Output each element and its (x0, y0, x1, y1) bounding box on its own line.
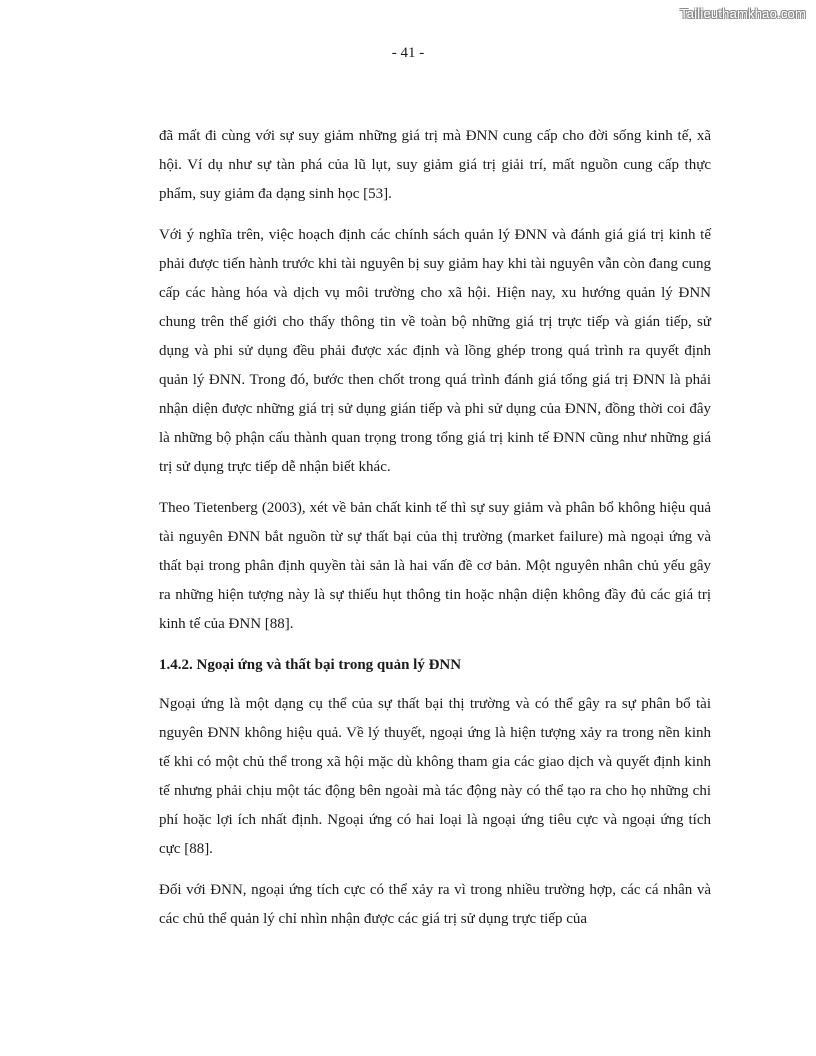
section-paragraph-1: Ngoại ứng là một dạng cụ thể của sự thất bại thị trường và có thể gây ra sự phân bổ tài nguyên ĐNN không hiệu quả. Về lý thuyết, ngoại ứng là hiện tượng xảy ra trong nền kinh tế khi có một chủ thể trong xã hội mặc dù không tham gia các giao dịch và quyết định kinh tế nhưng phải chịu một tác động bên ngoài mà tác động này có thể tạo ra cho họ những chi phí hoặc lợi ích nhất định. Ngoại ứng có hai loại là ngoại ứng tiêu cực và ngoại ứng tích cực [88]. (159, 696, 711, 857)
section-paragraph-2: Đối với ĐNN, ngoại ứng tích cực có thể xảy ra vì trong nhiều trường hợp, các cá nhân và các chủ thể quản lý chỉ nhìn nhận được các giá trị sử dụng trực tiếp của (159, 882, 711, 927)
page-number: - 41 - (391, 45, 425, 61)
watermark: Tailieuthamkhao.com (680, 6, 806, 21)
section-heading: 1.4.2. Ngoại ứng và thất bại trong quản lý ĐNN (159, 657, 462, 673)
paragraph-1: đã mất đi cùng với sự suy giảm những giá trị mà ĐNN cung cấp cho đời sống kinh tế, xã hội. Ví dụ như sự tàn phá của lũ lụt, suy giảm giá trị giải trí, mất nguồn cung cấp thực phẩm, suy giảm đa dạng sinh học [53]. (159, 128, 711, 202)
paragraph-2: Với ý nghĩa trên, việc hoạch định các chính sách quản lý ĐNN và đánh giá giá trị kinh tế phải được tiến hành trước khi tài nguyên bị suy giảm hay khi tài nguyên vẫn còn đang cung cấp các hàng hóa và dịch vụ môi trường cho xã hội. Hiện nay, xu hướng quản lý ĐNN chung trên thế giới cho thấy thông tin về toàn bộ những giá trị trực tiếp và gián tiếp, sử dụng và phi sử dụng đều phải được xác định và lồng ghép trong quá trình ra quyết định quản lý ĐNN. Trong đó, bước then chốt trong quá trình đánh giá tổng giá trị ĐNN là phải nhận diện được những giá trị sử dụng gián tiếp và phi sử dụng của ĐNN, đồng thời coi đây là những bộ phận cấu thành quan trọng trong tổng giá trị kinh tế ĐNN cũng như những giá trị sử dụng trực tiếp dễ nhận biết khác. (159, 227, 711, 475)
paragraph-3: Theo Tietenberg (2003), xét về bản chất kinh tế thì sự suy giảm và phân bổ không hiệu quả tài nguyên ĐNN bắt nguồn từ sự thất bại của thị trường (market failure) mà ngoại ứng và thất bại trong phân định quyền tài sản là hai vấn đề cơ bản. Một nguyên nhân chủ yếu gây ra những hiện tượng này là sự thiếu hụt thông tin hoặc nhận diện không đầy đủ các giá trị kinh tế của ĐNN [88]. (159, 500, 711, 632)
document-body (159, 122, 711, 946)
